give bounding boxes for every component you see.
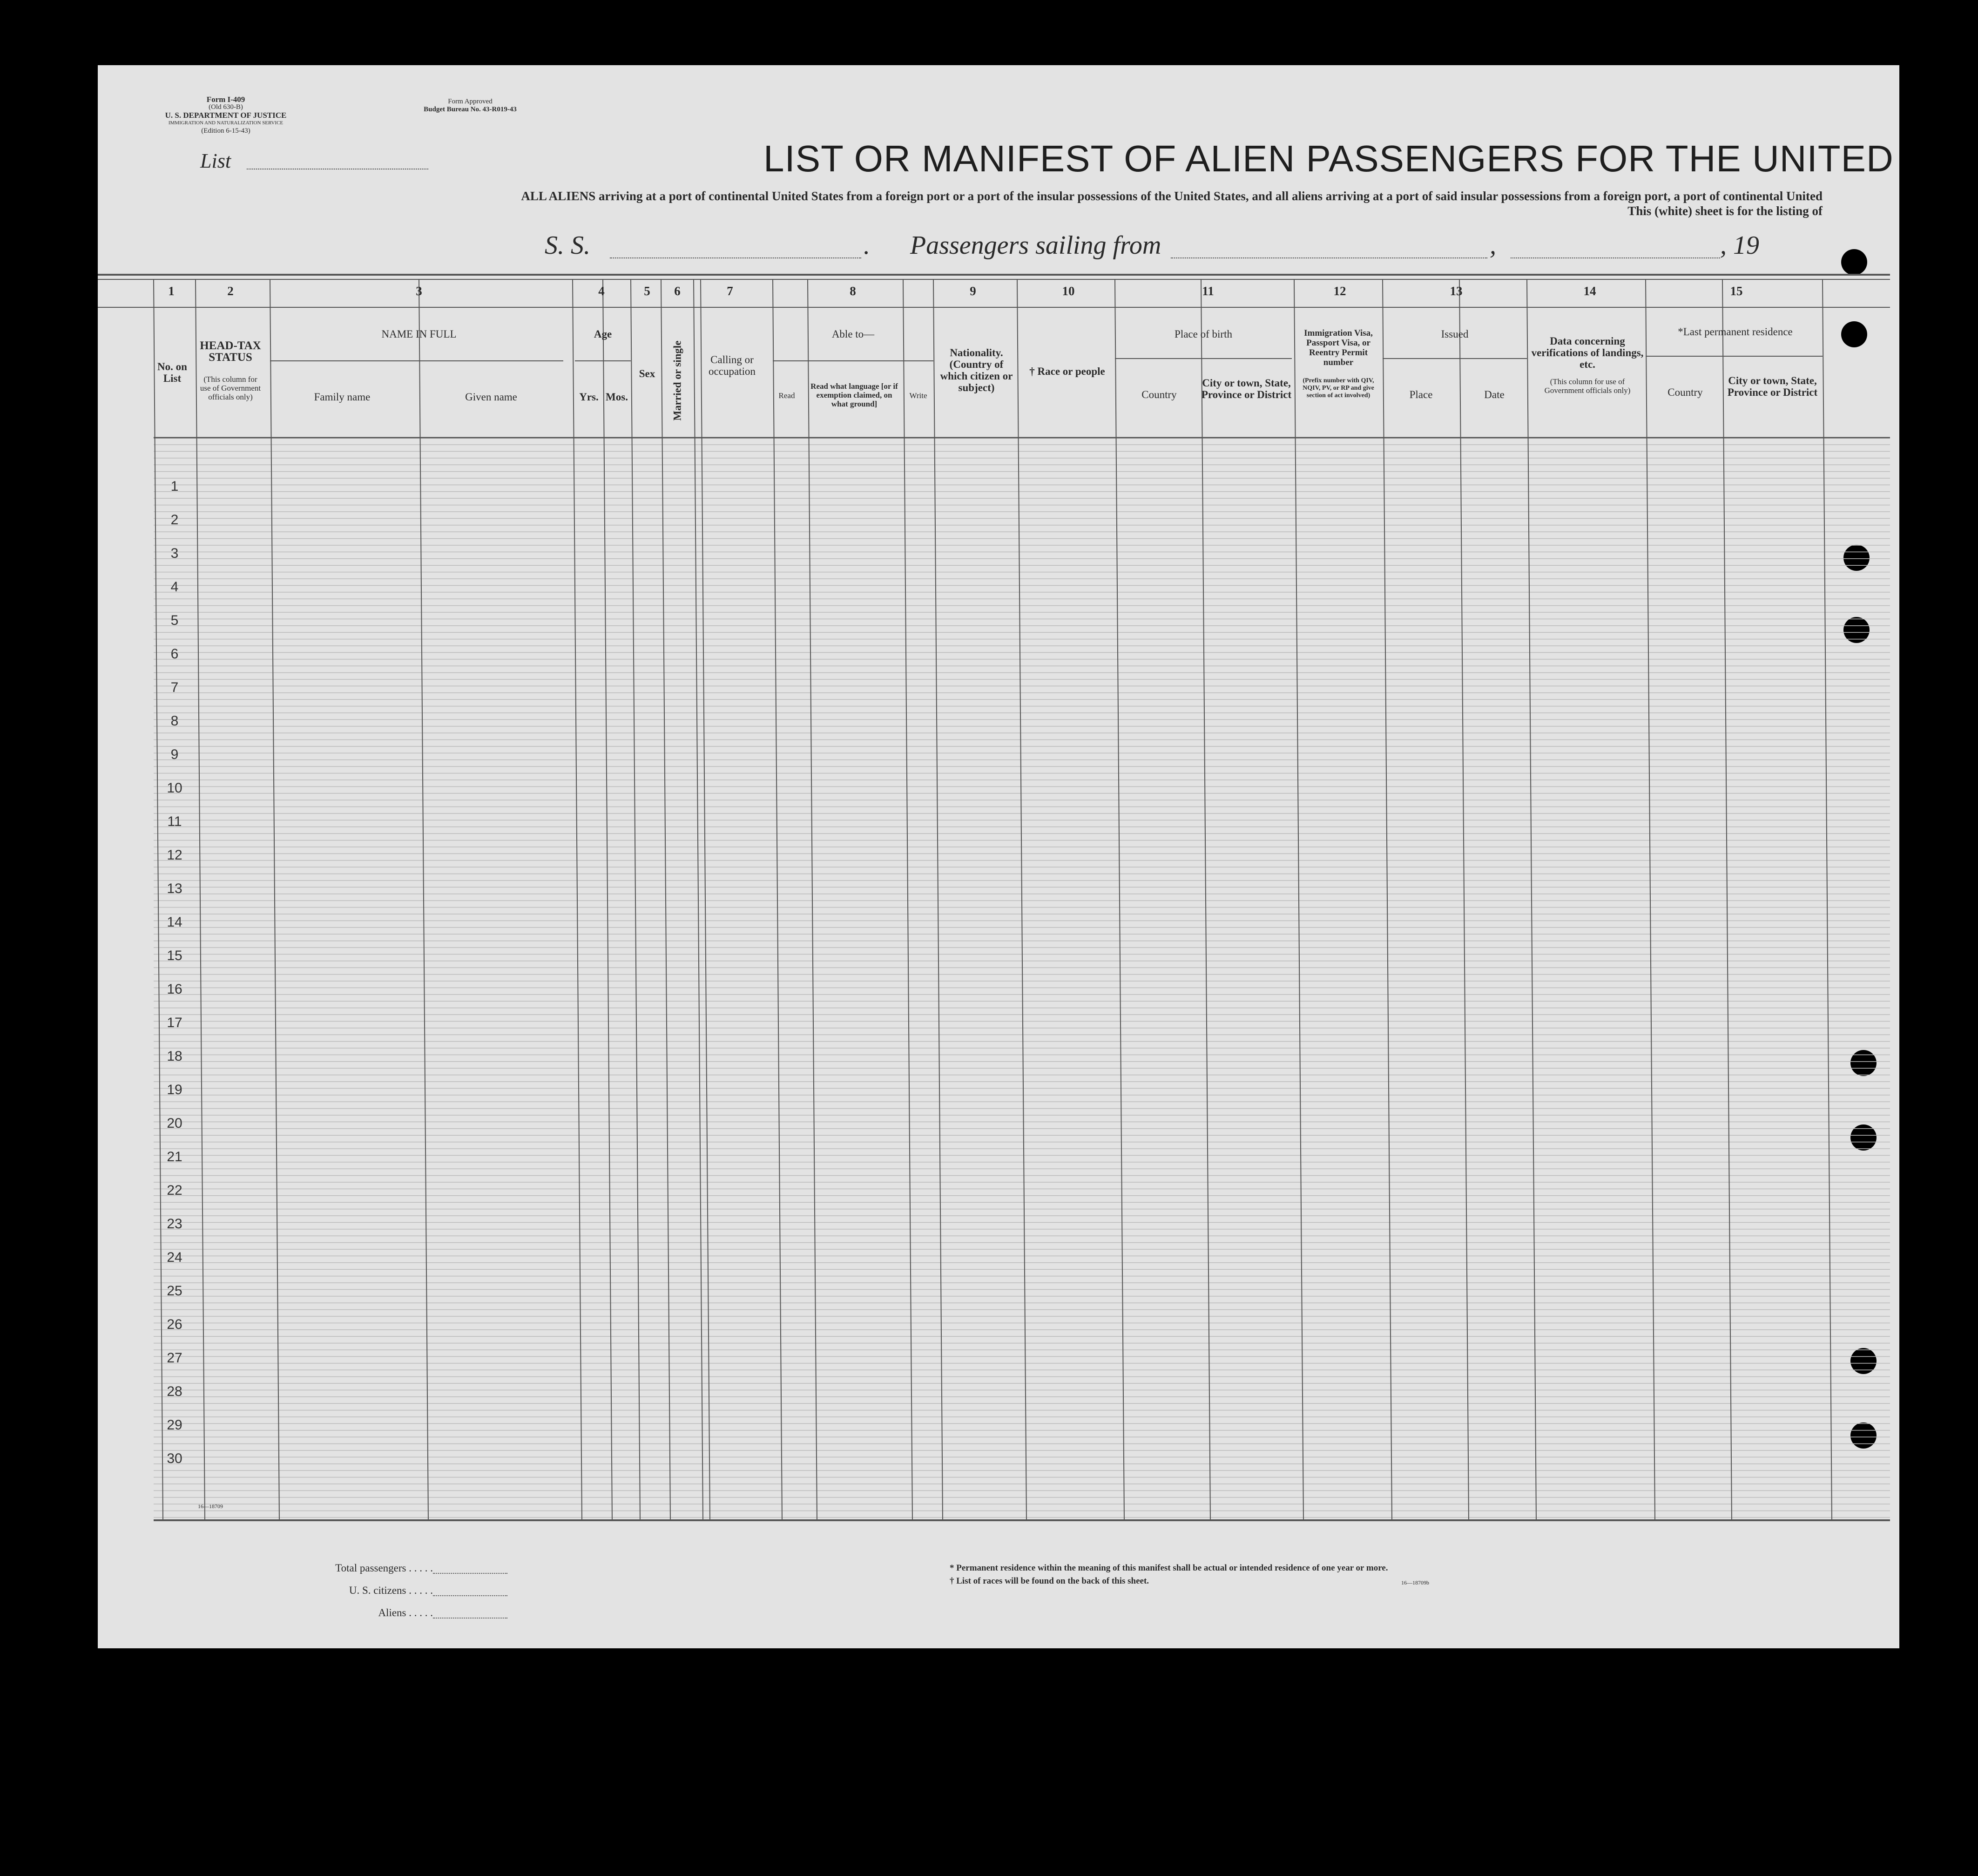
instructions-line2: This (white) sheet is for the listing of <box>1627 204 1823 218</box>
row-number: 1 <box>170 479 179 494</box>
budget-bureau: Budget Bureau No. 43-R019-43 <box>424 106 517 113</box>
col-number: 8 <box>850 284 856 298</box>
row-number: 8 <box>170 713 179 729</box>
footnote-races: † List of races will be found on the back of this sheet. <box>950 1576 1149 1586</box>
header-family-name: Family name <box>314 391 371 403</box>
column-divider <box>1722 279 1732 1520</box>
form-number: Form I-409 <box>206 95 245 104</box>
row-number: 17 <box>167 1015 182 1030</box>
form-code: 16—18709 <box>198 1503 223 1510</box>
service: IMMIGRATION AND NATURALIZATION SERVICE <box>168 120 284 126</box>
col-number: 3 <box>416 284 422 298</box>
row-number: 9 <box>170 747 179 762</box>
row-number: 11 <box>167 814 182 829</box>
footer-total-label <box>279 1562 433 1574</box>
footer-dots: . . . . . <box>409 1585 433 1596</box>
header-given-name: Given name <box>465 391 517 403</box>
row-number: 28 <box>167 1384 182 1399</box>
us-citizens-field[interactable] <box>433 1595 507 1596</box>
column-divider <box>270 279 279 1520</box>
total-passengers-field[interactable] <box>433 1573 507 1574</box>
instructions-line1: ALL ALIENS arriving at a port of continental United States from a foreign port or a port of the insular possessions of the United States, and all aliens arriving at a port of said insular possessions from a foreign port, a port of continental United <box>521 189 1823 203</box>
row-number: 3 <box>170 546 179 561</box>
header-issued: Issued <box>1441 328 1469 340</box>
col-number: 4 <box>598 284 605 298</box>
footer-citizens: U. S. citizens <box>349 1585 406 1596</box>
row-number: 21 <box>167 1149 182 1165</box>
row-number: 29 <box>167 1417 182 1433</box>
column-divider <box>1294 279 1303 1520</box>
row-number: 6 <box>170 646 179 662</box>
col-number: 5 <box>644 284 650 298</box>
footer-citizens-label <box>279 1585 433 1597</box>
column-divider <box>1459 279 1469 1520</box>
column-divider <box>1383 279 1392 1520</box>
header-calling: Calling or occupation <box>709 354 756 377</box>
row-number: 27 <box>167 1350 182 1366</box>
header-read: Read <box>778 391 795 400</box>
header-age: Age <box>594 328 612 340</box>
col-number: 12 <box>1333 284 1346 298</box>
col-number: 6 <box>674 284 681 298</box>
header-nationality: Nationality. (Country of which citizen or subject) <box>940 347 1013 393</box>
row-number: 25 <box>167 1283 182 1299</box>
year-label: , 19 <box>1720 231 1759 260</box>
footer-dots: . . . . . <box>409 1562 433 1574</box>
header-last-residence: *Last permanent residence <box>1678 326 1793 338</box>
period: . <box>864 231 870 260</box>
column-divider <box>808 279 817 1520</box>
col-number: 9 <box>970 284 976 298</box>
list-label: List <box>200 149 231 172</box>
header-race: † Race or people <box>1029 366 1105 377</box>
row-number: 4 <box>170 579 179 595</box>
header-able-to: Able to— <box>831 328 875 340</box>
row-number: 18 <box>167 1049 182 1064</box>
row-number: 22 <box>167 1183 182 1198</box>
row-number: 5 <box>170 613 179 628</box>
column-divider <box>196 279 205 1520</box>
header-head-tax-note: (This column for use of Government officials only) <box>200 375 261 401</box>
row-number: 20 <box>167 1116 182 1131</box>
header-no-on-list: No. on List <box>157 361 187 384</box>
column-divider <box>661 279 670 1520</box>
row-number: 13 <box>167 881 182 896</box>
comma: , <box>1490 231 1496 260</box>
col-number: 14 <box>1583 284 1596 298</box>
column-divider <box>773 279 782 1520</box>
header-residence-country: Country <box>1667 386 1703 398</box>
header-data-note: (This column for use of Government officials only) <box>1544 377 1631 395</box>
column-divider <box>933 279 943 1520</box>
column-divider <box>1017 279 1026 1520</box>
row-number: 12 <box>167 847 182 863</box>
header-name-in-full: NAME IN FULL <box>381 328 457 340</box>
col-number: 1 <box>168 284 175 298</box>
footer-aliens: Aliens <box>378 1607 406 1619</box>
header-issued-place: Place <box>1409 389 1433 400</box>
column-divider <box>1201 279 1210 1520</box>
form-approved: Form Approved <box>448 98 493 105</box>
header-country: Country <box>1141 389 1177 400</box>
row-number: 26 <box>167 1317 182 1332</box>
department: U. S. DEPARTMENT OF JUSTICE <box>165 111 287 120</box>
row-number: 14 <box>167 914 182 930</box>
row-number: 7 <box>170 680 179 695</box>
col-number: 7 <box>727 284 733 298</box>
header-residence-city: City or town, State, Province or District <box>1727 375 1818 398</box>
header-married: Married or single <box>671 340 683 421</box>
column-divider <box>1527 279 1536 1520</box>
header-sex: Sex <box>639 368 655 379</box>
column-divider <box>1115 279 1124 1520</box>
column-divider <box>419 279 428 1520</box>
row-number: 2 <box>170 512 179 528</box>
col-number: 13 <box>1450 284 1463 298</box>
footer-dots: . . . . . <box>409 1607 433 1619</box>
sailing-label: Passengers sailing from <box>910 231 1161 260</box>
column-divider <box>631 279 640 1520</box>
header-mos: Mos. <box>606 391 628 403</box>
footer-aliens-label <box>279 1607 433 1619</box>
column-divider <box>1823 279 1832 1520</box>
row-number: 16 <box>167 982 182 997</box>
header-yrs: Yrs. <box>579 391 599 403</box>
column-divider <box>154 279 163 1520</box>
column-divider <box>603 279 612 1520</box>
column-divider <box>573 279 582 1520</box>
row-number: 19 <box>167 1082 182 1097</box>
footer-total: Total passengers <box>335 1562 406 1574</box>
column-divider <box>1646 279 1655 1520</box>
col-number: 10 <box>1062 284 1075 298</box>
row-number: 10 <box>167 780 182 796</box>
ss-label: S. S. <box>545 231 590 260</box>
row-number: 24 <box>167 1250 182 1265</box>
old-form-number: (Old 630-B) <box>209 103 243 111</box>
page-title: LIST OR MANIFEST OF ALIEN PASSENGERS FOR THE UNITED <box>763 138 1894 179</box>
row-number: 15 <box>167 948 182 963</box>
row-number: 23 <box>167 1216 182 1232</box>
header-visa: Immigration Visa, Passport Visa, or Reentry Permit number <box>1304 328 1373 367</box>
header-issued-date: Date <box>1484 389 1505 400</box>
header-place-of-birth: Place of birth <box>1175 328 1232 340</box>
column-divider <box>903 279 912 1520</box>
col-number: 15 <box>1730 284 1743 298</box>
header-visa-note: (Prefix number with QIV, NQIV, PV, or RP and give section of act involved) <box>1303 377 1374 399</box>
header-data-concerning: Data concerning verifications of landings, etc. <box>1531 335 1644 370</box>
header-write: Write <box>909 391 927 400</box>
col-number: 11 <box>1202 284 1214 298</box>
form-code: 16—18709b <box>1401 1579 1429 1586</box>
col-number: 2 <box>227 284 234 298</box>
row-number: 30 <box>167 1451 182 1466</box>
edition: (Edition 6-15-43) <box>201 127 250 135</box>
aliens-field[interactable] <box>433 1618 507 1619</box>
footnote-residence: * Permanent residence within the meaning of this manifest shall be actual or intended residence of one year or more. <box>950 1563 1388 1573</box>
header-head-tax: HEAD-TAX STATUS <box>200 339 261 364</box>
header-city: City or town, State, Province or District <box>1201 377 1292 400</box>
header-read-language: Read what language [or if exemption claimed, on what ground] <box>810 382 898 408</box>
